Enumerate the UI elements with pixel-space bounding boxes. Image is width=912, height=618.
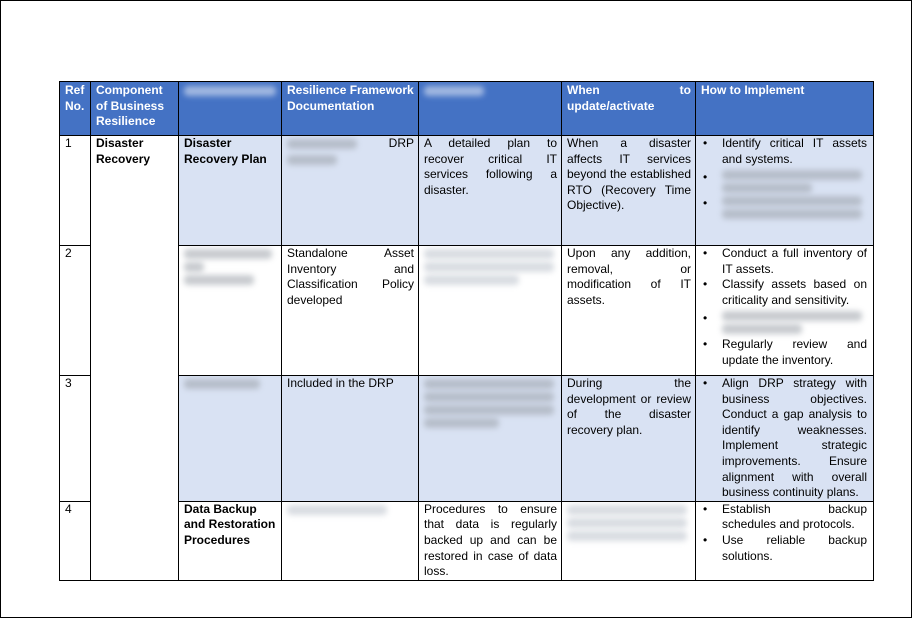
description-cell [419,246,562,376]
when-cell: Upon any addition, removal, or modification of IT assets. [562,246,696,376]
item-cell [179,246,282,376]
header-when-to-update: When to update/activate [562,82,696,136]
header-redacted-col3 [179,82,282,136]
redacted-text [184,86,276,96]
when-cell: When a disaster affects IT services beyond the established RTO (Recovery Time Objective). [562,136,696,246]
table-row [60,501,874,580]
when-cell [562,501,696,580]
how-item: • Identify critical IT assets and systems. [722,136,867,167]
redacted-text [722,324,802,334]
how-cell [696,246,874,376]
description-cell: A detailed plan to recover critical IT services following a disaster. [419,136,562,246]
how-item: • Conduct a full inventory of IT assets. [722,246,867,277]
when-cell: During the development or review of the disaster recovery plan. [562,376,696,502]
table-row [60,246,874,376]
table-row [60,376,874,502]
redacted-text [184,249,272,259]
item-cell: Data Backup and Restoration Procedures [179,501,282,580]
redacted-text [424,262,554,272]
framework-doc-cell: Standalone Asset Inventory and Classification Policy developed [282,246,419,376]
redacted-text [424,392,554,402]
redacted-text [722,196,862,206]
header-redacted-col5 [419,82,562,136]
how-item: • Use reliable backup solutions. [722,533,867,564]
header-framework-doc: Resilience Framework Documentation [282,82,419,136]
how-item-redacted [722,170,867,193]
redacted-text [184,262,204,272]
framework-doc-cell: Included in the DRP [282,376,419,502]
header-component: Component of Business Resilience [91,82,179,136]
how-cell [696,136,874,246]
description-cell [419,376,562,502]
framework-doc-cell [282,136,419,246]
how-item-redacted [722,196,867,219]
redacted-text [287,505,387,515]
redacted-text [567,505,687,515]
how-item: • Align DRP strategy with business objectives. Conduct a gap analysis to identify weaknesses. Implement strategic improvements. Ensure alignment with overall business continuity plans. [722,376,867,501]
redacted-text [424,275,519,285]
framework-doc-cell [282,501,419,580]
header-how-to-implement: How to Implement [696,82,874,136]
component-cell: Disaster Recovery [91,136,179,581]
how-cell [696,376,874,502]
redacted-text [184,379,260,389]
ref-cell: 2 [60,246,91,376]
how-cell [696,501,874,580]
redacted-text [722,311,862,321]
redacted-text [722,209,862,219]
how-list [701,246,867,369]
header-ref: Ref No. [60,82,91,136]
item-cell [179,376,282,502]
resilience-table [59,81,874,581]
how-item-redacted [722,311,867,334]
item-cell: Disaster Recovery Plan [179,136,282,246]
redacted-text [424,418,499,428]
ref-cell: 3 [60,376,91,502]
redacted-text [567,531,687,541]
header-row [60,82,874,136]
how-item: • Classify assets based on criticality and sensitivity. [722,277,867,308]
ref-cell: 1 [60,136,91,246]
how-item: • Establish backup schedules and protocols. [722,502,867,533]
how-list [701,502,867,564]
redacted-text [287,155,337,165]
table-row [60,136,874,246]
redacted-text [287,139,357,149]
redacted-text [424,249,554,259]
framework-doc-suffix: DRP [388,136,414,150]
redacted-text [424,379,554,389]
description-cell: Procedures to ensure that data is regularly backed up and can be restored in case of data loss. [419,501,562,580]
how-item: • Regularly review and update the inventory. [722,337,867,368]
how-list [701,376,867,501]
redacted-text [184,275,254,285]
redacted-text [722,170,862,180]
how-list [701,136,867,219]
redacted-text [722,183,812,193]
redacted-text [424,405,554,415]
redacted-text [567,518,687,528]
ref-cell: 4 [60,501,91,580]
redacted-text [424,86,484,96]
